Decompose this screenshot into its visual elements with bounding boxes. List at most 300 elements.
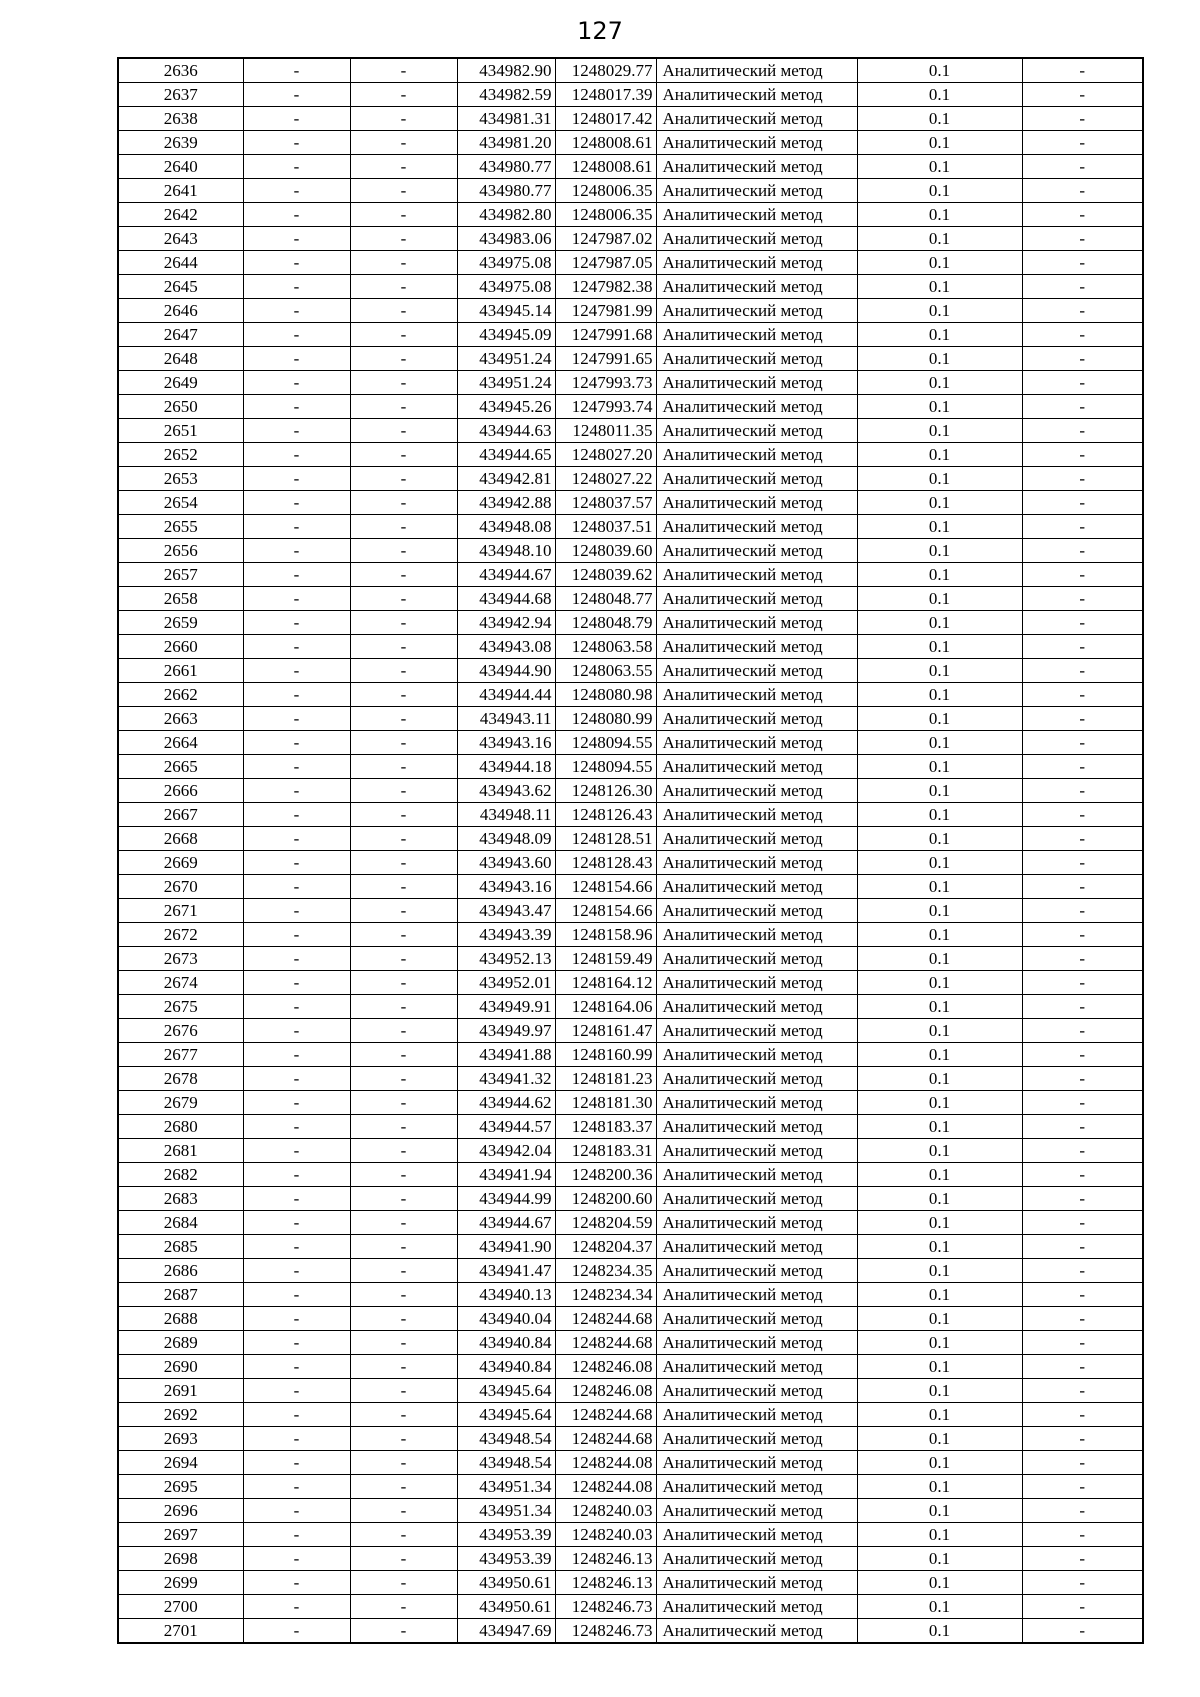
method-cell: Аналитический метод [656, 131, 857, 155]
empty-cell-2: - [350, 1379, 457, 1403]
empty-cell-3: - [1022, 1139, 1143, 1163]
point-number-cell: 2651 [118, 419, 243, 443]
method-cell: Аналитический метод [656, 731, 857, 755]
x-coordinate-cell: 434943.39 [457, 923, 555, 947]
x-coordinate-cell: 434948.11 [457, 803, 555, 827]
accuracy-cell: 0.1 [857, 731, 1022, 755]
x-coordinate-cell: 434940.04 [457, 1307, 555, 1331]
table-row [118, 419, 1143, 443]
x-coordinate-cell: 434951.24 [457, 347, 555, 371]
accuracy-cell: 0.1 [857, 1355, 1022, 1379]
point-number-cell: 2673 [118, 947, 243, 971]
empty-cell-3: - [1022, 155, 1143, 179]
empty-cell-2: - [350, 203, 457, 227]
empty-cell-3: - [1022, 1523, 1143, 1547]
x-coordinate-cell: 434944.68 [457, 587, 555, 611]
x-coordinate-cell: 434941.32 [457, 1067, 555, 1091]
accuracy-cell: 0.1 [857, 851, 1022, 875]
empty-cell-1: - [243, 1355, 350, 1379]
table-row [118, 1235, 1143, 1259]
x-coordinate-cell: 434982.90 [457, 58, 555, 83]
x-coordinate-cell: 434943.60 [457, 851, 555, 875]
method-cell: Аналитический метод [656, 1547, 857, 1571]
empty-cell-2: - [350, 491, 457, 515]
empty-cell-2: - [350, 58, 457, 83]
point-number-cell: 2693 [118, 1427, 243, 1451]
accuracy-cell: 0.1 [857, 1163, 1022, 1187]
table-row [118, 1595, 1143, 1619]
point-number-cell: 2695 [118, 1475, 243, 1499]
table-row [118, 1091, 1143, 1115]
point-number-cell: 2649 [118, 371, 243, 395]
x-coordinate-cell: 434951.34 [457, 1475, 555, 1499]
point-number-cell: 2687 [118, 1283, 243, 1307]
point-number-cell: 2697 [118, 1523, 243, 1547]
empty-cell-2: - [350, 347, 457, 371]
empty-cell-2: - [350, 659, 457, 683]
empty-cell-1: - [243, 491, 350, 515]
y-coordinate-cell: 1247993.73 [555, 371, 656, 395]
empty-cell-3: - [1022, 58, 1143, 83]
x-coordinate-cell: 434949.91 [457, 995, 555, 1019]
accuracy-cell: 0.1 [857, 1043, 1022, 1067]
table-row [118, 1379, 1143, 1403]
empty-cell-3: - [1022, 1067, 1143, 1091]
x-coordinate-cell: 434948.10 [457, 539, 555, 563]
method-cell: Аналитический метод [656, 1595, 857, 1619]
table-row [118, 155, 1143, 179]
x-coordinate-cell: 434950.61 [457, 1571, 555, 1595]
empty-cell-1: - [243, 155, 350, 179]
empty-cell-3: - [1022, 1331, 1143, 1355]
empty-cell-2: - [350, 731, 457, 755]
table-row [118, 275, 1143, 299]
empty-cell-1: - [243, 1139, 350, 1163]
accuracy-cell: 0.1 [857, 611, 1022, 635]
point-number-cell: 2643 [118, 227, 243, 251]
accuracy-cell: 0.1 [857, 1451, 1022, 1475]
accuracy-cell: 0.1 [857, 803, 1022, 827]
empty-cell-3: - [1022, 203, 1143, 227]
x-coordinate-cell: 434940.84 [457, 1331, 555, 1355]
empty-cell-1: - [243, 347, 350, 371]
empty-cell-3: - [1022, 1403, 1143, 1427]
empty-cell-2: - [350, 107, 457, 131]
point-number-cell: 2661 [118, 659, 243, 683]
empty-cell-2: - [350, 515, 457, 539]
y-coordinate-cell: 1248240.03 [555, 1523, 656, 1547]
method-cell: Аналитический метод [656, 1403, 857, 1427]
accuracy-cell: 0.1 [857, 827, 1022, 851]
accuracy-cell: 0.1 [857, 1523, 1022, 1547]
method-cell: Аналитический метод [656, 1451, 857, 1475]
point-number-cell: 2665 [118, 755, 243, 779]
point-number-cell: 2644 [118, 251, 243, 275]
empty-cell-2: - [350, 635, 457, 659]
x-coordinate-cell: 434980.77 [457, 155, 555, 179]
empty-cell-3: - [1022, 443, 1143, 467]
empty-cell-1: - [243, 1451, 350, 1475]
x-coordinate-cell: 434944.18 [457, 755, 555, 779]
y-coordinate-cell: 1247987.05 [555, 251, 656, 275]
table-row [118, 1475, 1143, 1499]
accuracy-cell: 0.1 [857, 1475, 1022, 1499]
accuracy-cell: 0.1 [857, 995, 1022, 1019]
empty-cell-2: - [350, 1283, 457, 1307]
empty-cell-2: - [350, 1067, 457, 1091]
x-coordinate-cell: 434941.90 [457, 1235, 555, 1259]
empty-cell-1: - [243, 1019, 350, 1043]
accuracy-cell: 0.1 [857, 323, 1022, 347]
x-coordinate-cell: 434943.08 [457, 635, 555, 659]
empty-cell-2: - [350, 563, 457, 587]
point-number-cell: 2653 [118, 467, 243, 491]
empty-cell-3: - [1022, 611, 1143, 635]
empty-cell-1: - [243, 1499, 350, 1523]
y-coordinate-cell: 1248048.77 [555, 587, 656, 611]
y-coordinate-cell: 1248048.79 [555, 611, 656, 635]
accuracy-cell: 0.1 [857, 203, 1022, 227]
empty-cell-3: - [1022, 131, 1143, 155]
point-number-cell: 2668 [118, 827, 243, 851]
empty-cell-1: - [243, 58, 350, 83]
method-cell: Аналитический метод [656, 491, 857, 515]
x-coordinate-cell: 434945.14 [457, 299, 555, 323]
y-coordinate-cell: 1248204.59 [555, 1211, 656, 1235]
table-row [118, 875, 1143, 899]
x-coordinate-cell: 434982.80 [457, 203, 555, 227]
empty-cell-3: - [1022, 707, 1143, 731]
point-number-cell: 2678 [118, 1067, 243, 1091]
table-row [118, 707, 1143, 731]
empty-cell-1: - [243, 1595, 350, 1619]
empty-cell-3: - [1022, 827, 1143, 851]
y-coordinate-cell: 1248008.61 [555, 131, 656, 155]
x-coordinate-cell: 434944.62 [457, 1091, 555, 1115]
x-coordinate-cell: 434944.67 [457, 1211, 555, 1235]
method-cell: Аналитический метод [656, 275, 857, 299]
point-number-cell: 2676 [118, 1019, 243, 1043]
point-number-cell: 2685 [118, 1235, 243, 1259]
method-cell: Аналитический метод [656, 755, 857, 779]
empty-cell-3: - [1022, 1427, 1143, 1451]
table-row [118, 299, 1143, 323]
y-coordinate-cell: 1248006.35 [555, 203, 656, 227]
accuracy-cell: 0.1 [857, 1211, 1022, 1235]
x-coordinate-cell: 434941.94 [457, 1163, 555, 1187]
method-cell: Аналитический метод [656, 683, 857, 707]
empty-cell-2: - [350, 275, 457, 299]
table-row [118, 1283, 1143, 1307]
point-number-cell: 2670 [118, 875, 243, 899]
empty-cell-2: - [350, 971, 457, 995]
table-row [118, 779, 1143, 803]
empty-cell-1: - [243, 1331, 350, 1355]
method-cell: Аналитический метод [656, 1571, 857, 1595]
method-cell: Аналитический метод [656, 179, 857, 203]
empty-cell-2: - [350, 1163, 457, 1187]
accuracy-cell: 0.1 [857, 83, 1022, 107]
accuracy-cell: 0.1 [857, 1499, 1022, 1523]
empty-cell-3: - [1022, 635, 1143, 659]
x-coordinate-cell: 434948.54 [457, 1427, 555, 1451]
empty-cell-3: - [1022, 1019, 1143, 1043]
empty-cell-2: - [350, 1091, 457, 1115]
method-cell: Аналитический метод [656, 1211, 857, 1235]
table-row [118, 1523, 1143, 1547]
table-row [118, 995, 1143, 1019]
method-cell: Аналитический метод [656, 1139, 857, 1163]
empty-cell-1: - [243, 923, 350, 947]
empty-cell-1: - [243, 875, 350, 899]
method-cell: Аналитический метод [656, 1355, 857, 1379]
y-coordinate-cell: 1248183.31 [555, 1139, 656, 1163]
accuracy-cell: 0.1 [857, 1331, 1022, 1355]
method-cell: Аналитический метод [656, 995, 857, 1019]
y-coordinate-cell: 1248039.60 [555, 539, 656, 563]
accuracy-cell: 0.1 [857, 1619, 1022, 1644]
empty-cell-3: - [1022, 419, 1143, 443]
y-coordinate-cell: 1248126.30 [555, 779, 656, 803]
accuracy-cell: 0.1 [857, 419, 1022, 443]
empty-cell-1: - [243, 1403, 350, 1427]
x-coordinate-cell: 434944.63 [457, 419, 555, 443]
table-row [118, 587, 1143, 611]
accuracy-cell: 0.1 [857, 779, 1022, 803]
x-coordinate-cell: 434951.24 [457, 371, 555, 395]
accuracy-cell: 0.1 [857, 1139, 1022, 1163]
empty-cell-2: - [350, 1139, 457, 1163]
empty-cell-1: - [243, 1619, 350, 1644]
y-coordinate-cell: 1248006.35 [555, 179, 656, 203]
y-coordinate-cell: 1248017.39 [555, 83, 656, 107]
table-row [118, 203, 1143, 227]
table-row [118, 467, 1143, 491]
empty-cell-1: - [243, 179, 350, 203]
point-number-cell: 2664 [118, 731, 243, 755]
empty-cell-1: - [243, 1523, 350, 1547]
empty-cell-1: - [243, 659, 350, 683]
empty-cell-1: - [243, 203, 350, 227]
empty-cell-1: - [243, 995, 350, 1019]
point-number-cell: 2654 [118, 491, 243, 515]
empty-cell-1: - [243, 971, 350, 995]
y-coordinate-cell: 1247991.65 [555, 347, 656, 371]
method-cell: Аналитический метод [656, 563, 857, 587]
point-number-cell: 2690 [118, 1355, 243, 1379]
empty-cell-2: - [350, 1115, 457, 1139]
empty-cell-2: - [350, 1523, 457, 1547]
point-number-cell: 2639 [118, 131, 243, 155]
y-coordinate-cell: 1248159.49 [555, 947, 656, 971]
x-coordinate-cell: 434943.16 [457, 875, 555, 899]
point-number-cell: 2692 [118, 1403, 243, 1427]
x-coordinate-cell: 434945.64 [457, 1379, 555, 1403]
accuracy-cell: 0.1 [857, 179, 1022, 203]
empty-cell-2: - [350, 947, 457, 971]
empty-cell-2: - [350, 1619, 457, 1644]
table-row [118, 443, 1143, 467]
empty-cell-2: - [350, 443, 457, 467]
y-coordinate-cell: 1248094.55 [555, 731, 656, 755]
point-number-cell: 2667 [118, 803, 243, 827]
x-coordinate-cell: 434950.61 [457, 1595, 555, 1619]
empty-cell-1: - [243, 1235, 350, 1259]
empty-cell-1: - [243, 227, 350, 251]
empty-cell-1: - [243, 947, 350, 971]
method-cell: Аналитический метод [656, 467, 857, 491]
empty-cell-2: - [350, 899, 457, 923]
y-coordinate-cell: 1247982.38 [555, 275, 656, 299]
y-coordinate-cell: 1248244.68 [555, 1307, 656, 1331]
method-cell: Аналитический метод [656, 323, 857, 347]
table-row [118, 1307, 1143, 1331]
empty-cell-2: - [350, 1499, 457, 1523]
table-row [118, 1451, 1143, 1475]
empty-cell-1: - [243, 1043, 350, 1067]
y-coordinate-cell: 1248094.55 [555, 755, 656, 779]
y-coordinate-cell: 1248063.55 [555, 659, 656, 683]
accuracy-cell: 0.1 [857, 275, 1022, 299]
x-coordinate-cell: 434951.34 [457, 1499, 555, 1523]
table-body [118, 58, 1143, 1643]
table-row [118, 971, 1143, 995]
empty-cell-3: - [1022, 299, 1143, 323]
empty-cell-2: - [350, 995, 457, 1019]
empty-cell-1: - [243, 731, 350, 755]
point-number-cell: 2681 [118, 1139, 243, 1163]
empty-cell-3: - [1022, 323, 1143, 347]
method-cell: Аналитический метод [656, 227, 857, 251]
point-number-cell: 2656 [118, 539, 243, 563]
y-coordinate-cell: 1248037.57 [555, 491, 656, 515]
method-cell: Аналитический метод [656, 1235, 857, 1259]
empty-cell-1: - [243, 1115, 350, 1139]
x-coordinate-cell: 434944.90 [457, 659, 555, 683]
point-number-cell: 2638 [118, 107, 243, 131]
x-coordinate-cell: 434942.04 [457, 1139, 555, 1163]
y-coordinate-cell: 1248027.20 [555, 443, 656, 467]
empty-cell-2: - [350, 1355, 457, 1379]
y-coordinate-cell: 1248027.22 [555, 467, 656, 491]
method-cell: Аналитический метод [656, 1091, 857, 1115]
empty-cell-3: - [1022, 851, 1143, 875]
y-coordinate-cell: 1248234.34 [555, 1283, 656, 1307]
empty-cell-3: - [1022, 1307, 1143, 1331]
empty-cell-1: - [243, 539, 350, 563]
point-number-cell: 2680 [118, 1115, 243, 1139]
accuracy-cell: 0.1 [857, 107, 1022, 131]
empty-cell-3: - [1022, 539, 1143, 563]
y-coordinate-cell: 1247991.68 [555, 323, 656, 347]
y-coordinate-cell: 1248244.68 [555, 1331, 656, 1355]
point-number-cell: 2648 [118, 347, 243, 371]
table-row [118, 395, 1143, 419]
table-row [118, 1115, 1143, 1139]
empty-cell-3: - [1022, 899, 1143, 923]
method-cell: Аналитический метод [656, 803, 857, 827]
accuracy-cell: 0.1 [857, 131, 1022, 155]
empty-cell-1: - [243, 683, 350, 707]
empty-cell-3: - [1022, 1475, 1143, 1499]
table-row [118, 899, 1143, 923]
empty-cell-3: - [1022, 875, 1143, 899]
empty-cell-1: - [243, 755, 350, 779]
accuracy-cell: 0.1 [857, 515, 1022, 539]
empty-cell-1: - [243, 1187, 350, 1211]
method-cell: Аналитический метод [656, 1187, 857, 1211]
empty-cell-3: - [1022, 587, 1143, 611]
table-row [118, 515, 1143, 539]
table-row [118, 227, 1143, 251]
point-number-cell: 2699 [118, 1571, 243, 1595]
accuracy-cell: 0.1 [857, 1403, 1022, 1427]
x-coordinate-cell: 434948.54 [457, 1451, 555, 1475]
empty-cell-1: - [243, 827, 350, 851]
method-cell: Аналитический метод [656, 155, 857, 179]
empty-cell-2: - [350, 1475, 457, 1499]
method-cell: Аналитический метод [656, 1043, 857, 1067]
method-cell: Аналитический метод [656, 1259, 857, 1283]
empty-cell-1: - [243, 779, 350, 803]
y-coordinate-cell: 1248160.99 [555, 1043, 656, 1067]
empty-cell-3: - [1022, 83, 1143, 107]
y-coordinate-cell: 1248029.77 [555, 58, 656, 83]
empty-cell-1: - [243, 1475, 350, 1499]
empty-cell-3: - [1022, 227, 1143, 251]
accuracy-cell: 0.1 [857, 1187, 1022, 1211]
empty-cell-3: - [1022, 1163, 1143, 1187]
y-coordinate-cell: 1248246.08 [555, 1379, 656, 1403]
empty-cell-3: - [1022, 1235, 1143, 1259]
y-coordinate-cell: 1248126.43 [555, 803, 656, 827]
table-row [118, 1019, 1143, 1043]
empty-cell-2: - [350, 1235, 457, 1259]
empty-cell-3: - [1022, 395, 1143, 419]
table-row [118, 851, 1143, 875]
y-coordinate-cell: 1248246.73 [555, 1595, 656, 1619]
accuracy-cell: 0.1 [857, 947, 1022, 971]
x-coordinate-cell: 434941.88 [457, 1043, 555, 1067]
empty-cell-3: - [1022, 1547, 1143, 1571]
empty-cell-3: - [1022, 1619, 1143, 1644]
table-row [118, 803, 1143, 827]
empty-cell-1: - [243, 131, 350, 155]
point-number-cell: 2658 [118, 587, 243, 611]
x-coordinate-cell: 434943.47 [457, 899, 555, 923]
empty-cell-1: - [243, 803, 350, 827]
table-row [118, 611, 1143, 635]
method-cell: Аналитический метод [656, 635, 857, 659]
accuracy-cell: 0.1 [857, 707, 1022, 731]
accuracy-cell: 0.1 [857, 587, 1022, 611]
y-coordinate-cell: 1248154.66 [555, 899, 656, 923]
x-coordinate-cell: 434943.62 [457, 779, 555, 803]
empty-cell-2: - [350, 1451, 457, 1475]
empty-cell-2: - [350, 779, 457, 803]
point-number-cell: 2660 [118, 635, 243, 659]
table-row [118, 827, 1143, 851]
method-cell: Аналитический метод [656, 779, 857, 803]
empty-cell-3: - [1022, 755, 1143, 779]
y-coordinate-cell: 1248244.68 [555, 1403, 656, 1427]
table-row [118, 1259, 1143, 1283]
method-cell: Аналитический метод [656, 299, 857, 323]
y-coordinate-cell: 1248011.35 [555, 419, 656, 443]
method-cell: Аналитический метод [656, 1115, 857, 1139]
empty-cell-2: - [350, 1019, 457, 1043]
method-cell: Аналитический метод [656, 203, 857, 227]
